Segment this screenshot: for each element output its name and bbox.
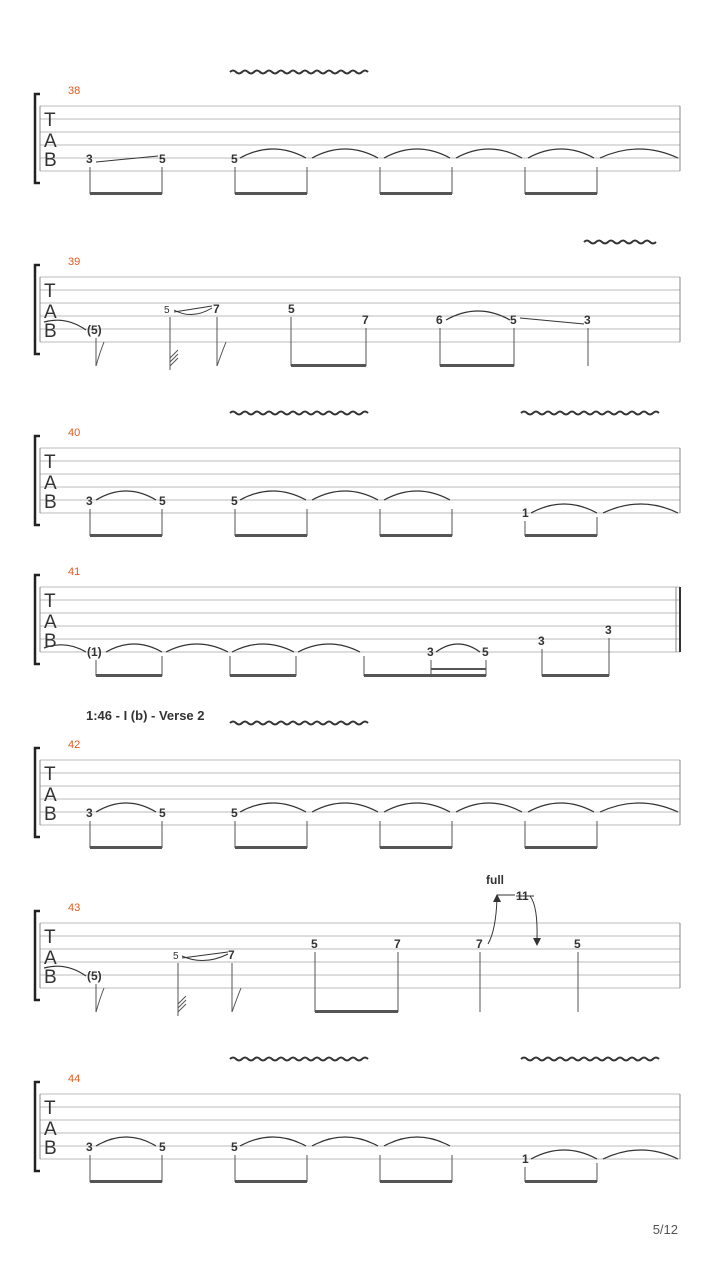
fret-number: 5: [574, 937, 581, 951]
tie-arcs: [240, 491, 678, 513]
fret-number: 11: [516, 889, 529, 903]
tab-clef-t: T: [44, 591, 56, 612]
grace-note: 5: [173, 951, 179, 962]
staff-lines: [40, 923, 680, 988]
fret-number: 3: [86, 494, 93, 508]
tab-clef-b: B: [44, 967, 57, 988]
measure-number: 43: [68, 902, 81, 914]
fret-number: 3: [427, 645, 434, 659]
system-bracket: [35, 436, 40, 525]
slide-line: [520, 318, 584, 324]
fret-number: 1: [522, 506, 529, 520]
system-measure-43: [35, 873, 680, 1016]
beams: [315, 1010, 398, 1013]
slide-line: [96, 156, 158, 162]
fret-number: 5: [311, 937, 318, 951]
measure-number: 41: [68, 566, 81, 578]
tab-clef-b: B: [44, 321, 57, 342]
tie-arc: [96, 803, 156, 812]
fret-number: 7: [476, 937, 483, 951]
tab-clef-t: T: [44, 1098, 56, 1119]
fret-number: 5: [159, 806, 166, 820]
bend-arrow-down: [533, 938, 541, 946]
tie-arcs: [240, 803, 678, 812]
tab-clef-t: T: [44, 110, 56, 131]
stems: [96, 638, 609, 676]
tie-arc: [96, 491, 156, 500]
system-bracket: [35, 575, 40, 664]
tab-clef-t: T: [44, 281, 56, 302]
fret-number: (5): [87, 323, 102, 337]
tab-clef-a: A: [44, 785, 57, 806]
beams: [90, 192, 597, 195]
bend-release: [530, 896, 537, 940]
system-bracket: [35, 911, 40, 1000]
vibrato-mark: [230, 722, 368, 725]
tie-arcs: [106, 644, 480, 652]
staff-lines: [40, 760, 680, 825]
measure-number: 39: [68, 256, 81, 268]
fret-number: 5: [231, 494, 238, 508]
measure-number: 42: [68, 739, 81, 751]
beams: [90, 1180, 597, 1183]
fret-number: 5: [231, 806, 238, 820]
tab-clef-a: A: [44, 302, 57, 323]
fret-number: 5: [510, 313, 517, 327]
system-measure-40: [35, 412, 680, 538]
tab-clef-t: T: [44, 927, 56, 948]
tab-clef-b: B: [44, 804, 57, 825]
staff-lines: [40, 1094, 680, 1159]
fret-number: 7: [394, 937, 401, 951]
tab-clef-a: A: [44, 131, 57, 152]
tab-clef-a: A: [44, 473, 57, 494]
fret-number: 6: [436, 313, 443, 327]
beams: [96, 668, 609, 677]
staff-lines: [40, 277, 680, 342]
system-measure-39: [35, 241, 680, 371]
staff-lines: [40, 106, 680, 171]
system-measure-41: [35, 566, 680, 677]
system-measure-38: [35, 71, 680, 196]
bend-label: full: [486, 873, 504, 887]
tab-clef-b: B: [44, 150, 57, 171]
fret-number: (5): [87, 969, 102, 983]
fret-number: 5: [159, 494, 166, 508]
section-marker: 1:46 - I (b) - Verse 2: [86, 708, 205, 723]
fret-number: 5: [482, 645, 489, 659]
measure-number: 38: [68, 85, 81, 97]
tab-clef-t: T: [44, 764, 56, 785]
page-number: 5/12: [652, 1222, 678, 1237]
fret-number: 7: [228, 948, 235, 962]
measure-number: 44: [68, 1073, 81, 1085]
measure-number: 40: [68, 427, 81, 439]
tab-clef-t: T: [44, 452, 56, 473]
fret-number: 5: [231, 152, 238, 166]
fret-number: 3: [538, 634, 545, 648]
vibrato-mark: [521, 1058, 659, 1061]
tab-clef-a: A: [44, 1119, 57, 1140]
vibrato-mark: [230, 71, 368, 74]
beams: [291, 364, 514, 367]
bend-up: [488, 898, 497, 944]
tab-clef-b: B: [44, 1138, 57, 1159]
fret-number: 3: [605, 623, 612, 637]
tab-clef-a: A: [44, 948, 57, 969]
tie-arcs: [240, 1137, 678, 1159]
fret-number: 5: [159, 1140, 166, 1154]
system-measure-42: [35, 722, 680, 850]
vibrato-mark: [230, 412, 368, 415]
tie-arc: [96, 1137, 156, 1146]
vibrato-mark: [584, 241, 656, 244]
beams: [90, 534, 597, 537]
grace-note: 5: [164, 305, 170, 316]
system-measure-44: [35, 1058, 680, 1184]
system-bracket: [35, 265, 40, 354]
fret-number: (1): [87, 645, 102, 659]
system-bracket: [35, 1082, 40, 1171]
fret-number: 7: [213, 302, 220, 316]
fret-number: 7: [362, 313, 369, 327]
staff-lines: [40, 587, 680, 652]
tab-clef-a: A: [44, 612, 57, 633]
tab-clef-b: B: [44, 492, 57, 513]
tab-clef-b: B: [44, 631, 57, 652]
fret-number: 3: [86, 152, 93, 166]
vibrato-mark: [521, 412, 659, 415]
tie-arcs: [240, 149, 678, 158]
beams: [90, 846, 597, 849]
fret-number: 1: [522, 1152, 529, 1166]
fret-number: 5: [288, 302, 295, 316]
fret-number: 3: [584, 313, 591, 327]
fret-number: 3: [86, 806, 93, 820]
system-bracket: [35, 94, 40, 183]
fret-number: 3: [86, 1140, 93, 1154]
vibrato-mark: [230, 1058, 368, 1061]
fret-number: 5: [159, 152, 166, 166]
fret-number: 5: [231, 1140, 238, 1154]
staff-lines: [40, 448, 680, 513]
system-bracket: [35, 748, 40, 837]
